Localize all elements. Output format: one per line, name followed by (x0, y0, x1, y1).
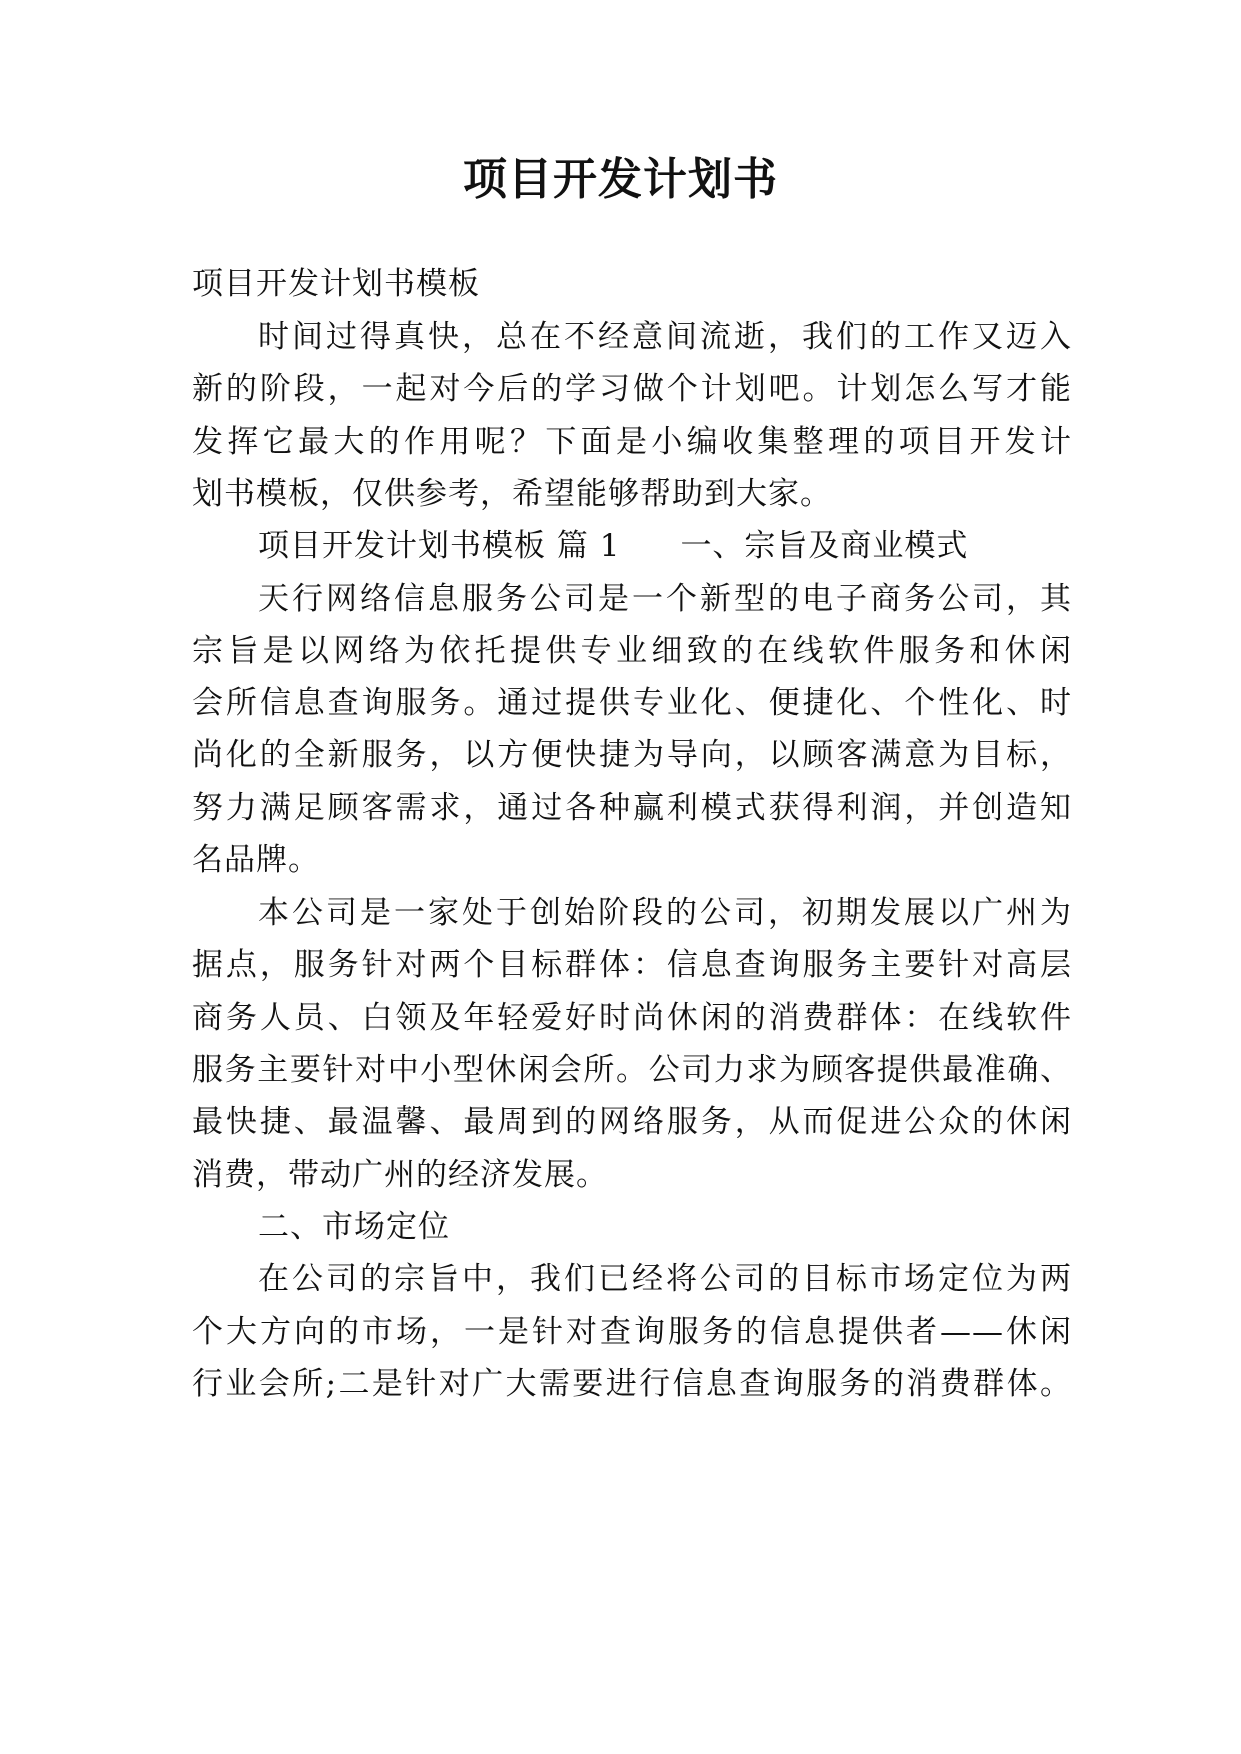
paragraph-line: 商务人员、白领及年轻爱好时尚休闲的消费群体：在线软件 (192, 1000, 1072, 1036)
paragraph-line: 尚化的全新服务，以方便快捷为导向，以顾客满意为目标， (192, 737, 1072, 773)
paragraph-line: 消费，带动广州的经济发展。 (192, 1157, 608, 1193)
intro-line: 时间过得真快，总在不经意间流逝，我们的工作又迈入 (258, 319, 1072, 355)
section-heading (258, 524, 1072, 568)
paragraph-line: 服务主要针对中小型休闲会所。公司力求为顾客提供最准确、 (192, 1052, 1072, 1088)
paragraph-line: 天行网络信息服务公司是一个新型的电子商务公司，其 (258, 581, 1072, 617)
paragraph-line: 本公司是一家处于创始阶段的公司，初期发展以广州为 (258, 895, 1072, 931)
paragraph-line: 会所信息查询服务。通过提供专业化、便捷化、个性化、时 (192, 685, 1072, 721)
paragraph-line: 最快捷、最温馨、最周到的网络服务，从而促进公众的休闲 (192, 1104, 1072, 1140)
paragraph-line: 在公司的宗旨中，我们已经将公司的目标市场定位为两 (258, 1261, 1072, 1297)
intro-line: 划书模板，仅供参考，希望能够帮助到大家。 (192, 476, 832, 512)
section-part-label: 项目开发计划书模板 篇 1 (258, 528, 621, 564)
paragraph-line: 个大方向的市场，一是针对查询服务的信息提供者——休闲 (192, 1314, 1072, 1350)
section-heading-2: 二、市场定位 (258, 1209, 450, 1245)
document-title: 项目开发计划书 (463, 154, 778, 205)
paragraph-line: 据点，服务针对两个目标群体：信息查询服务主要针对高层 (192, 947, 1072, 983)
section-heading-text: 一、宗旨及商业模式 (680, 528, 969, 564)
paragraph-line: 努力满足顾客需求，通过各种赢利模式获得利润，并创造知 (192, 790, 1072, 826)
intro-line: 新的阶段，一起对今后的学习做个计划吧。计划怎么写才能 (192, 371, 1072, 407)
paragraph-line: 名品牌。 (192, 842, 320, 878)
intro-line: 发挥它最大的作用呢？下面是小编收集整理的项目开发计 (192, 424, 1072, 460)
paragraph-line: 行业会所;二是针对广大需要进行信息查询服务的消费群体。 (192, 1366, 1072, 1402)
paragraph-line: 宗旨是以网络为依托提供专业细致的在线软件服务和休闲 (192, 633, 1072, 669)
document-subtitle: 项目开发计划书模板 (192, 266, 480, 302)
